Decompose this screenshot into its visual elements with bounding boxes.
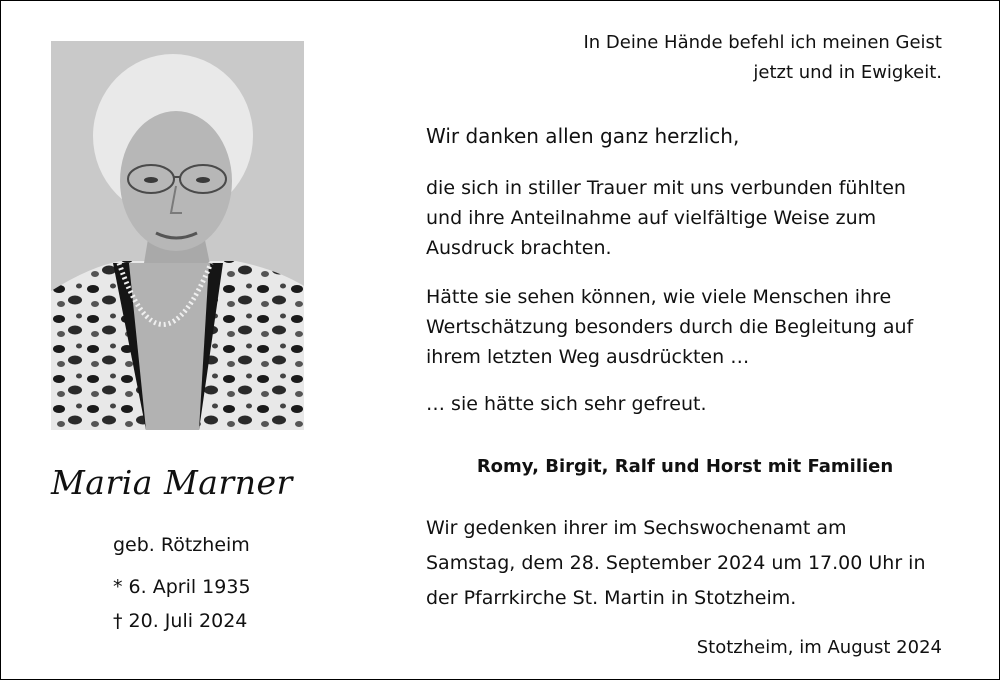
service-announcement (426, 511, 966, 616)
thanks-heading: Wir danken allen ganz herzlich, (426, 124, 740, 148)
family-signature: Romy, Birgit, Ralf und Horst mit Familien (476, 456, 894, 477)
service-line: Wir gedenken ihrer im Sechswochenamt am (426, 517, 847, 539)
paragraph-line: die sich in stiller Trauer mit uns verbunden fühlten (426, 177, 906, 199)
deceased-name: Maria Marner (51, 463, 293, 502)
birth-date: * 6. April 1935 (113, 576, 251, 598)
bible-quote (583, 28, 942, 88)
paragraph-line: Wertschätzung besonders durch die Begleitung auf (426, 316, 914, 338)
quote-line: In Deine Hände befehl ich meinen Geist (583, 32, 942, 53)
portrait-illustration (51, 41, 304, 430)
death-date: † 20. Juli 2024 (113, 610, 248, 632)
paragraph-line: und ihre Anteilnahme auf vielfältige Weise zum (426, 207, 877, 229)
paragraph-line: Ausdruck brachten. (426, 237, 612, 259)
paragraph-3: … sie hätte sich sehr gefreut. (426, 393, 707, 415)
paragraph-line: Hätte sie sehen können, wie viele Menschen ihre (426, 286, 892, 308)
paragraph-2 (426, 282, 966, 372)
place-date: Stotzheim, im August 2024 (696, 637, 942, 658)
quote-line: jetzt und in Ewigkeit. (753, 62, 942, 83)
service-line: Samstag, dem 28. September 2024 um 17.00 Uhr in (426, 552, 926, 574)
paragraph-1 (426, 173, 966, 263)
born-name: geb. Rötzheim (113, 534, 250, 556)
service-line: der Pfarrkirche St. Martin in Stotzheim. (426, 587, 797, 609)
portrait-photo (51, 41, 304, 430)
paragraph-line: ihrem letzten Weg ausdrückten … (426, 346, 750, 368)
